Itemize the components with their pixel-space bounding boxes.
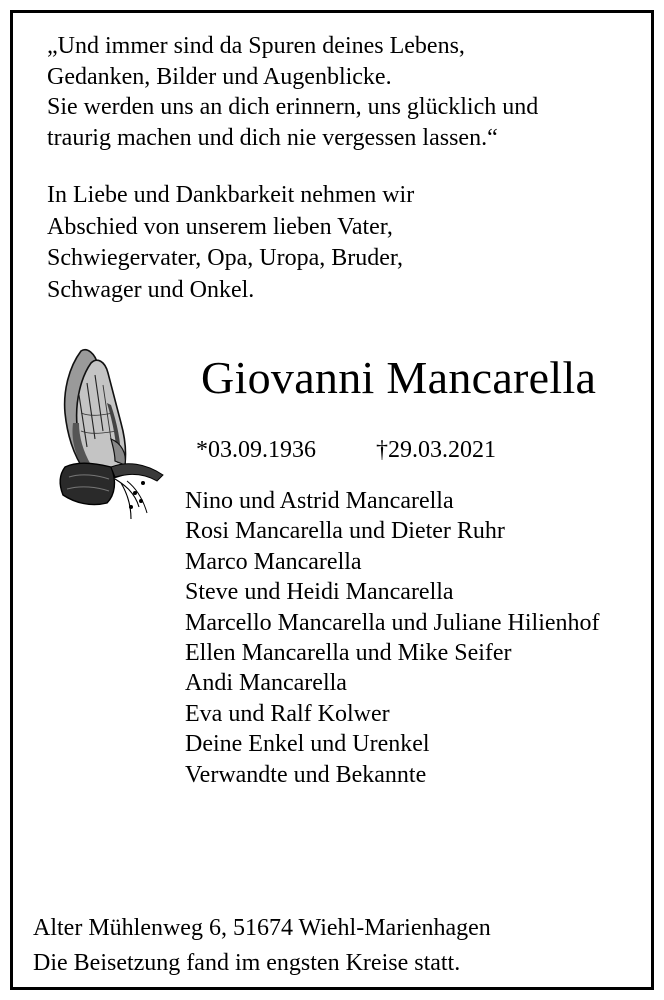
quote-line: „Und immer sind da Spuren deines Lebens, (47, 33, 465, 59)
footer (33, 911, 491, 981)
memorial-quote (47, 31, 538, 153)
mourner-entry: Marcello Mancarella und Juliane Hilienhof (185, 609, 600, 636)
quote-line: Sie werden uns an dich erinnern, uns glücklich und (47, 94, 539, 120)
mourner-entry: Marco Mancarella (185, 548, 362, 575)
mourners-list (185, 486, 600, 790)
death-date: †29.03.2021 (376, 437, 496, 463)
mourner-entry: Rosi Mancarella und Dieter Ruhr (185, 518, 505, 545)
praying-hands-icon (51, 343, 171, 528)
farewell-text (47, 180, 414, 306)
mourner-entry: Steve und Heidi Mancarella (185, 579, 454, 606)
quote-line: Gedanken, Bilder und Augenblicke. (47, 63, 392, 90)
farewell-line: Schwiegervater, Opa, Uropa, Bruder, (47, 245, 403, 271)
mourner-entry: Andi Mancarella (185, 670, 347, 697)
birth-date: *03.09.1936 (196, 437, 316, 463)
mourner-entry: Deine Enkel und Urenkel (185, 731, 430, 758)
burial-note: Die Beisetzung fand im engsten Kreise statt. (33, 950, 461, 976)
mourning-address: Alter Mühlenweg 6, 51674 Wiehl-Marienhagen (33, 915, 491, 941)
mourner-entry: Ellen Mancarella und Mike Seifer (185, 640, 512, 667)
farewell-line: Abschied von unserem lieben Vater, (47, 213, 393, 240)
mourner-entry: Eva und Ralf Kolwer (185, 700, 390, 727)
farewell-line: Schwager und Onkel. (47, 276, 255, 303)
mourner-entry: Verwandte und Bekannte (185, 761, 427, 788)
quote-line: traurig machen und dich nie vergessen lassen.“ (47, 124, 498, 151)
obituary-card (10, 10, 654, 990)
mourner-entry: Nino und Astrid Mancarella (185, 488, 454, 514)
farewell-line: In Liebe und Dankbarkeit nehmen wir (47, 182, 415, 208)
deceased-name: Giovanni Mancarella (201, 352, 597, 403)
